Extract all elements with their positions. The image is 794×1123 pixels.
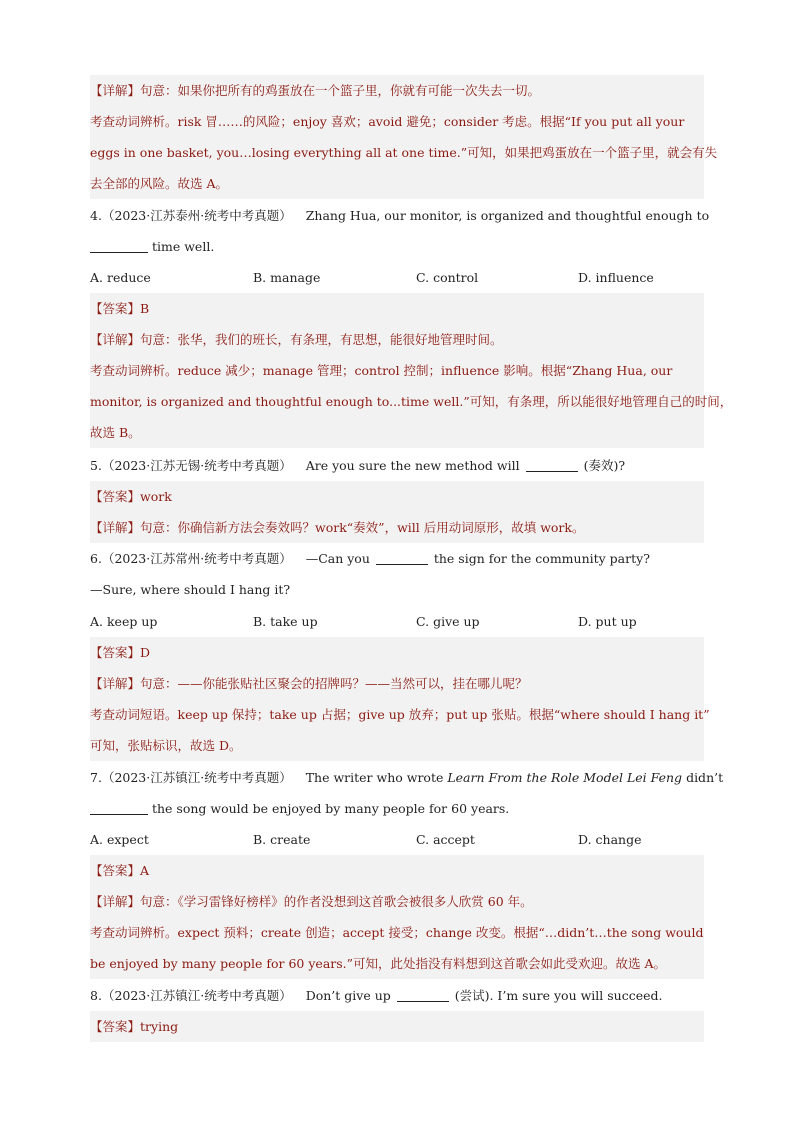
option-d: D. change xyxy=(578,832,642,847)
question-stem: The writer who wrote xyxy=(305,770,444,785)
answer-blank xyxy=(90,238,148,253)
question-source: （2023·江苏镇江·统考中考真题） xyxy=(101,988,292,1003)
q4-options xyxy=(90,262,704,293)
analysis-line: monitor, is organized and thoughtful enough to...time well.”可知，有条理，所以能很好地管理自己的时间， xyxy=(90,386,704,417)
question-source: （2023·江苏常州·统考中考真题） xyxy=(101,551,292,566)
option-d: D. put up xyxy=(578,614,637,629)
q5-answer-line xyxy=(90,481,704,512)
question-number: 8. xyxy=(90,988,102,1003)
question-source: （2023·江苏无锡·统考中考真题） xyxy=(101,458,292,473)
question-number: 4. xyxy=(90,208,102,223)
analysis-line: 考查动词辨析。reduce 减少；manage 管理；control 控制；influence 影响。根据“Zhang Hua, our xyxy=(90,355,704,386)
question-number: 7. xyxy=(90,770,102,785)
option-c: C. control xyxy=(416,270,479,285)
option-a: A. expect xyxy=(90,832,149,847)
q7-options xyxy=(90,824,704,855)
detail-text: 句意：《学习雷锋好榜样》的作者没想到这首歌会被很多人欣赏 60 年。 xyxy=(140,894,533,909)
q7-answer-line xyxy=(90,855,704,886)
question-source: （2023·江苏镇江·统考中考真题） xyxy=(101,770,292,785)
q6-stem-line-2: —Sure, where should I hang it? xyxy=(90,582,291,597)
answer-label: 【答案】 xyxy=(90,301,141,316)
question-stem: didn’t xyxy=(686,770,724,785)
analysis-line: be enjoyed by many people for 60 years.”可知，此处指没有料想到这首歌会如此受欢迎。故选 A。 xyxy=(90,948,704,979)
q4-stem-line-1 xyxy=(90,200,710,231)
q8-stem-line xyxy=(90,980,704,1011)
answer-blank xyxy=(526,457,578,472)
book-title: Learn From the Role Model Lei Feng xyxy=(447,770,683,785)
q6-detail-line xyxy=(90,668,704,699)
question-stem: the sign for the community party? xyxy=(433,551,650,566)
question-stem: Are you sure the new method will xyxy=(305,458,520,473)
answer-value: work xyxy=(140,489,172,504)
answer-value: trying xyxy=(140,1019,179,1034)
option-d: D. influence xyxy=(578,270,654,285)
detail-label: 【详解】 xyxy=(90,894,141,909)
question-number: 5. xyxy=(90,458,102,473)
q4-answer-line xyxy=(90,293,704,324)
option-b: B. create xyxy=(253,832,311,847)
q7-stem-line-1 xyxy=(90,762,724,793)
question-stem: (奏效)? xyxy=(583,458,626,473)
question-number: 6. xyxy=(90,551,102,566)
analysis-line: 故选 B。 xyxy=(90,417,704,448)
q6-stem-line-1 xyxy=(90,543,704,574)
option-a: A. reduce xyxy=(90,270,151,285)
analysis-line: 可知，张贴标识，故选 D。 xyxy=(90,730,704,761)
question-stem: the song would be enjoyed by many people for 60 years. xyxy=(151,801,510,816)
answer-label: 【答案】 xyxy=(90,489,141,504)
analysis-line: 考查动词辨析。risk 冒……的风险；enjoy 喜欢；avoid 避免；consider 考虑。根据“If you put all your xyxy=(90,106,704,137)
analysis-line: 考查动词短语。keep up 保持；take up 占据；give up 放弃；put up 张贴。根据“where should I hang it” xyxy=(90,699,704,730)
detail-text: 句意：张华，我们的班长，有条理，有思想，能很好地管理时间。 xyxy=(140,332,503,347)
detail-label: 【详解】 xyxy=(90,332,141,347)
q3-detail-line xyxy=(90,75,704,106)
q7-stem-line-2 xyxy=(90,793,704,824)
analysis-line: eggs in one basket, you…losing everything all at one time.”可知，如果把鸡蛋放在一个篮子里，就会有失 xyxy=(90,137,704,168)
question-stem: (尝试). I’m sure you will succeed. xyxy=(454,988,663,1003)
question-stem: Don’t give up xyxy=(305,988,391,1003)
answer-blank xyxy=(90,800,148,815)
analysis-line: 去全部的风险。故选 A。 xyxy=(90,168,704,199)
answer-label: 【答案】 xyxy=(90,645,141,660)
answer-blank xyxy=(376,550,428,565)
question-source: （2023·江苏泰州·统考中考真题） xyxy=(101,208,292,223)
q4-detail-line xyxy=(90,324,704,355)
detail-label: 【详解】 xyxy=(90,676,141,691)
question-stem: Zhang Hua, our monitor, is organized and thoughtful enough to xyxy=(305,208,710,223)
answer-label: 【答案】 xyxy=(90,1019,141,1034)
detail-text: 句意：你确信新方法会奏效吗？work“奏效”，will 后用动词原形，故填 work。 xyxy=(140,520,585,535)
answer-blank xyxy=(397,987,449,1002)
detail-text: 句意：如果你把所有的鸡蛋放在一个篮子里，你就有可能一次失去一切。 xyxy=(140,83,541,98)
option-b: B. manage xyxy=(253,270,321,285)
q6-answer-line xyxy=(90,637,704,668)
detail-text: 句意：——你能张贴社区聚会的招牌吗？——当然可以，挂在哪儿呢？ xyxy=(140,676,528,691)
option-a: A. keep up xyxy=(90,614,158,629)
q5-detail-line xyxy=(90,512,704,543)
detail-label: 【详解】 xyxy=(90,520,141,535)
analysis-line: 考查动词辨析。expect 预料；create 创造；accept 接受；change 改变。根据“…didn’t…the song would xyxy=(90,917,704,948)
q8-answer-line xyxy=(90,1011,704,1042)
detail-label: 【详解】 xyxy=(90,83,141,98)
question-stem: —Can you xyxy=(305,551,370,566)
q5-stem-line xyxy=(90,450,704,481)
question-stem: time well. xyxy=(151,239,215,254)
option-b: B. take up xyxy=(253,614,318,629)
answer-value: D xyxy=(140,645,151,660)
q4-stem-line-2 xyxy=(90,231,704,262)
answer-value: B xyxy=(140,301,150,316)
option-c: C. accept xyxy=(416,832,475,847)
q7-detail-line xyxy=(90,886,704,917)
answer-label: 【答案】 xyxy=(90,863,141,878)
answer-value: A xyxy=(140,863,150,878)
option-c: C. give up xyxy=(416,614,480,629)
q6-options xyxy=(90,606,704,637)
